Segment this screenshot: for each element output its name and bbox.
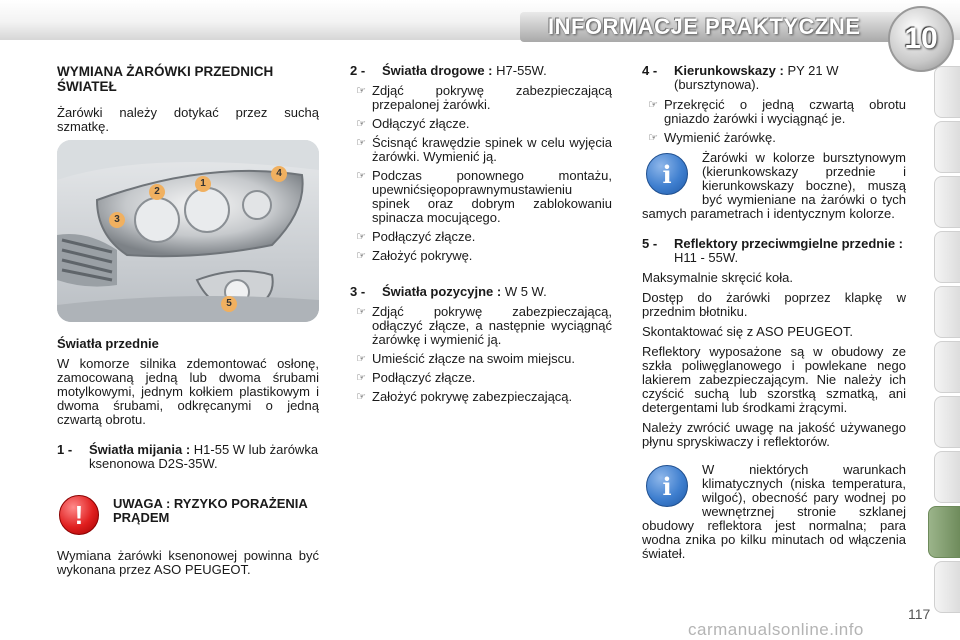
- list-item: [642, 98, 906, 126]
- item-body: [382, 64, 612, 78]
- chapter-title: INFORMACJE PRAKTYCZNE: [548, 14, 861, 39]
- list-item-text: Przekręcić o jedną czwartą obrotu gniazdo żarówki i wyciągnąć je.: [664, 97, 906, 126]
- item-indicators: [642, 64, 906, 92]
- item-body: [382, 285, 612, 299]
- list-item: [350, 84, 612, 112]
- item-label: Reflektory przeciwmgielne przednie :: [674, 236, 904, 251]
- subsection-heading: Światła przednie: [57, 336, 159, 351]
- chapter-tab[interactable]: [934, 396, 960, 448]
- item-value: H11 - 55W.: [674, 250, 739, 265]
- chapter-tabs: [928, 66, 960, 616]
- callout-2: 2: [149, 184, 165, 200]
- callout-1: 1: [195, 176, 211, 192]
- pointing-hand-icon: ☞: [356, 118, 366, 130]
- list-item-text: Ścisnąć krawędzie spinek w celu wyjęcia żarówki. Wymienić ją.: [372, 135, 612, 164]
- instructions-paragraph: W komorze silnika zdemontować osłonę, zamocowaną jedną lub dwoma śrubami motylkowymi, jednym kołkiem plastikowym i dwoma śrubami, odkręcanymi o jedną czwartą obrotu.: [57, 356, 319, 427]
- item-value: PY 21 W (bursztynowa).: [674, 63, 839, 92]
- info-icon: i: [646, 465, 688, 507]
- item-body: [674, 237, 906, 265]
- info-text: W niektórych warunkach klimatycznych (niska temperatura, wilgoć), obecność pary wodnej po wewnętrznej stronie szklanej obudowy reflektora jest normalna; para wodna znika po kilku minutach od włączenia świateł.: [642, 462, 906, 561]
- indicator-steps: [642, 98, 906, 145]
- chapter-tab[interactable]: [934, 66, 960, 118]
- item-fog-lights: [642, 237, 906, 265]
- pointing-hand-icon: ☞: [356, 231, 366, 243]
- item-number: 1 -: [57, 442, 73, 457]
- chapter-number-badge: 10: [888, 6, 954, 72]
- list-item: [350, 390, 612, 404]
- high-beam-steps: [350, 84, 612, 263]
- item-label: Światła pozycyjne :: [382, 284, 502, 299]
- item-position-lights: [350, 285, 612, 299]
- pointing-hand-icon: ☞: [356, 250, 366, 262]
- item-body: [674, 64, 906, 92]
- page-number: 117: [908, 606, 931, 622]
- exclamation-icon: !: [59, 495, 99, 535]
- list-item: [642, 131, 906, 145]
- info-icon: i: [646, 153, 688, 195]
- pointing-hand-icon: ☞: [356, 372, 366, 384]
- item-label: Kierunkowskazy :: [674, 63, 784, 78]
- list-item-text: Zdjąć pokrywę zabezpieczającą, odłączyć złącze, a następnie wyciągnąć żarówkę i wymienić ją.: [372, 304, 612, 347]
- list-item-text: Odłączyć złącze.: [372, 116, 470, 131]
- item-number: 2 -: [350, 63, 366, 78]
- chapter-tab[interactable]: [934, 176, 960, 228]
- callout-5: 5: [221, 296, 237, 312]
- callout-3: 3: [109, 212, 125, 228]
- item-label: Światła mijania :: [89, 442, 191, 457]
- chapter-tab[interactable]: [934, 121, 960, 173]
- chapter-tab-active[interactable]: [928, 506, 960, 558]
- intro-text: Żarówki należy dotykać przez suchą szmatkę.: [57, 105, 319, 134]
- item-body: [89, 443, 319, 471]
- list-item-text: Założyć pokrywę.: [372, 248, 473, 263]
- warning-title: UWAGA : RYZYKO PORAŻENIA PRĄDEM: [113, 496, 308, 525]
- list-item-text: Podczas ponownego montażu, upewnićsięopoprawnymustawieniu spinek oraz dobrym zablokowaniu spinacza mocującego.: [372, 168, 612, 225]
- section-heading: WYMIANA ŻARÓWKI PRZEDNICH ŚWIATEŁ: [57, 64, 274, 94]
- list-item-text: Podłączyć złącze.: [372, 370, 476, 385]
- item-high-beam: [350, 64, 612, 78]
- paragraph: Maksymalnie skręcić koła.: [642, 270, 793, 285]
- list-item: [350, 169, 612, 225]
- pointing-hand-icon: ☞: [648, 132, 658, 144]
- column-right: [642, 64, 906, 577]
- chapter-tab[interactable]: [934, 451, 960, 503]
- pointing-hand-icon: ☞: [648, 99, 658, 111]
- list-item: [350, 136, 612, 164]
- list-item-text: Wymienić żarówkę.: [664, 130, 776, 145]
- list-item: [350, 371, 612, 385]
- paragraph: Dostęp do żarówki poprzez klapkę w przednim błotniku.: [642, 290, 906, 319]
- list-item-text: Założyć pokrywę zabezpieczającą.: [372, 389, 573, 404]
- info-text: Żarówki w kolorze bursztynowym (kierunkowskazy przednie i kierunkowskazy boczne), muszą być wymieniane na żarówki o tych samych parametrach i identycznym kolorze.: [642, 150, 906, 221]
- list-item: [350, 230, 612, 244]
- callout-4: 4: [271, 166, 287, 182]
- column-middle: [350, 64, 612, 410]
- item-value: H7-55W.: [496, 63, 547, 78]
- list-item: [350, 352, 612, 366]
- chapter-tab[interactable]: [934, 231, 960, 283]
- chapter-tab[interactable]: [934, 341, 960, 393]
- position-lights-steps: [350, 305, 612, 404]
- paragraph: Skontaktować się z ASO PEUGEOT.: [642, 324, 853, 339]
- info-box-amber-bulbs: [642, 151, 906, 227]
- item-number: 4 -: [642, 63, 658, 78]
- item-number: 3 -: [350, 284, 366, 299]
- watermark: carmanualsonline.info: [688, 620, 864, 639]
- pointing-hand-icon: ☞: [356, 353, 366, 365]
- list-item: [350, 249, 612, 263]
- pointing-hand-icon: ☞: [356, 137, 366, 149]
- pointing-hand-icon: ☞: [356, 85, 366, 97]
- headlamp-photo: [57, 140, 319, 322]
- list-item: [350, 117, 612, 131]
- pointing-hand-icon: ☞: [356, 391, 366, 403]
- list-item-text: Umieścić złącze na swoim miejscu.: [372, 351, 575, 366]
- list-item-text: Podłączyć złącze.: [372, 229, 476, 244]
- warning-text: Wymiana żarówki ksenonowej powinna być wykonana przez ASO PEUGEOT.: [57, 548, 319, 577]
- item-value: W 5 W.: [504, 284, 547, 299]
- info-box-condensation: [642, 463, 906, 567]
- warning-box: [57, 493, 319, 577]
- pointing-hand-icon: ☞: [356, 306, 366, 318]
- item-low-beam: [57, 443, 319, 471]
- pointing-hand-icon: ☞: [356, 170, 366, 182]
- item-label: Światła drogowe :: [382, 63, 493, 78]
- list-item: [350, 305, 612, 347]
- item-value: H1-55 W lub żarówka ksenonowa D2S-35W.: [89, 442, 319, 471]
- chapter-tab[interactable]: [934, 561, 960, 613]
- paragraph: Reflektory wyposażone są w obudowy ze szkła poliwęglanowego i powlekane nego lakierem zabezpieczającym. Nie należy ich czyścić suchą lub szorstką szmatką, ani detergentami lub środkami żrącymi.: [642, 344, 906, 415]
- paragraph: Należy zwrócić uwagę na jakość używanego płynu spryskiwaczy i reflektorów.: [642, 420, 906, 449]
- chapter-tab[interactable]: [934, 286, 960, 338]
- list-item-text: Zdjąć pokrywę zabezpieczającą przepalonej żarówki.: [372, 83, 612, 112]
- item-number: 5 -: [642, 236, 658, 251]
- column-left: [57, 64, 319, 587]
